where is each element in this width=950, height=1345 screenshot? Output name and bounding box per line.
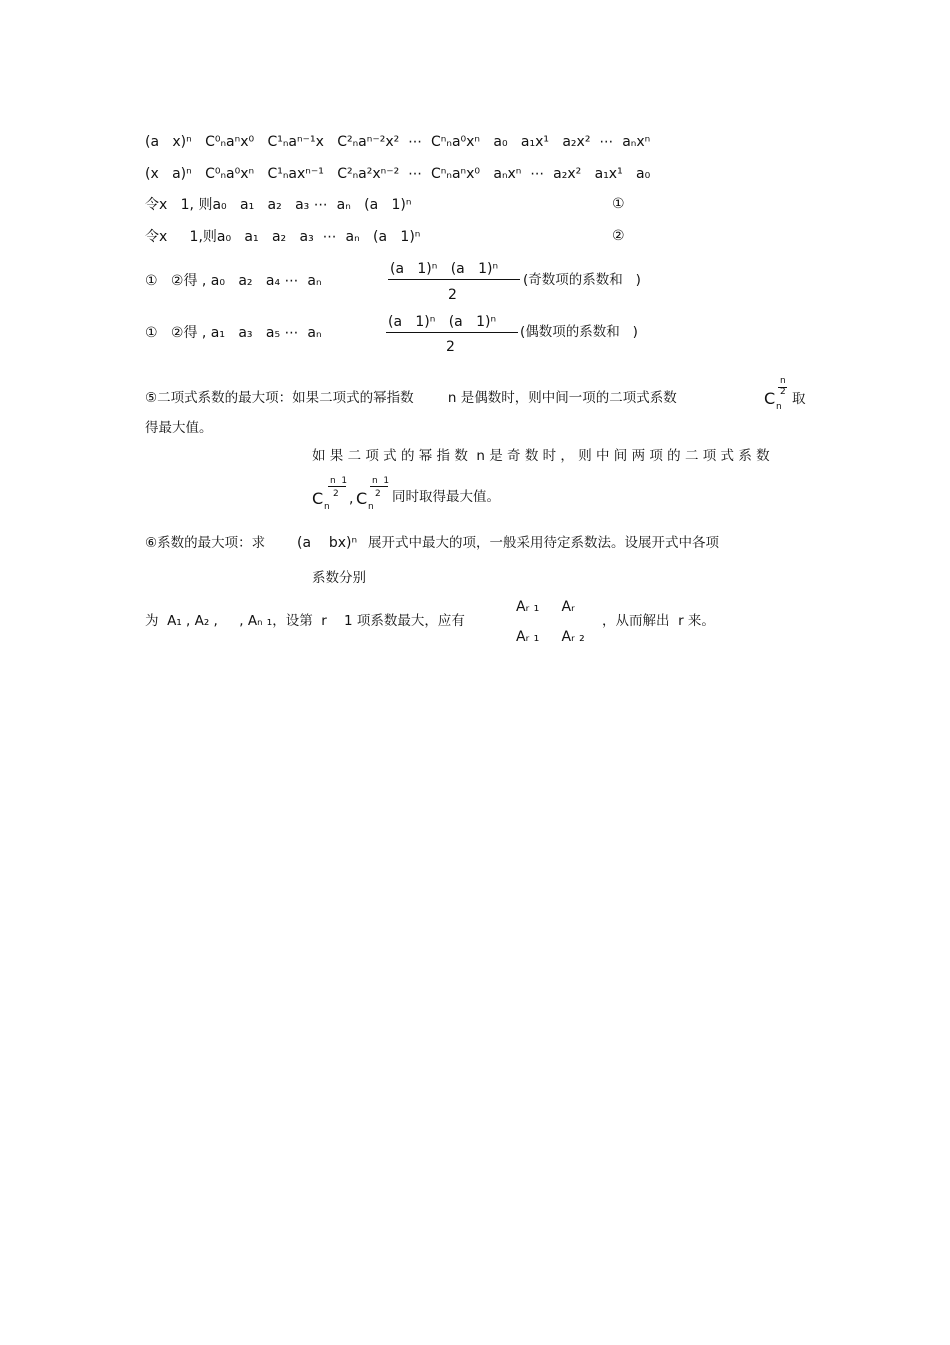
pair-letter-2: C — [356, 489, 368, 508]
section-6-expression: (a bx)ⁿ — [297, 535, 358, 551]
coef-sup-bot: 2 — [780, 387, 786, 397]
formula-line-3: 令x 1, 则a₀ a₁ a₂ a₃ ⋯ aₙ (a 1)ⁿ — [145, 197, 412, 213]
binomial-coefficient-pair — [312, 472, 402, 512]
odd-coefficient-sum-note: (奇数项的系数和 ) — [523, 272, 641, 288]
binomial-coefficient-middle — [764, 374, 794, 410]
coef-letter: C — [764, 389, 776, 408]
section-6-line-3-prefix: 为 A₁ , A₂ , , Aₙ ₁，设第 r 1 项系数最大，应有 — [145, 613, 465, 629]
section-5-line-4: 同时取得最大值。 — [392, 489, 500, 505]
fraction-6-denominator: 2 — [446, 339, 455, 355]
section-6-line-3-suffix: ，从而解出 r 来。 — [602, 613, 715, 629]
formula-line-4: 令x 1,则a₀ a₁ a₂ a₃ ⋯ aₙ (a 1)ⁿ — [145, 229, 421, 245]
pair-letter-1: C — [312, 489, 324, 508]
formula-line-5: ① ②得 , a₀ a₂ a₄ ⋯ aₙ — [145, 273, 322, 289]
formula-line-6: ① ②得 , a₁ a₃ a₅ ⋯ aₙ — [145, 325, 322, 341]
coef-sub: n — [776, 402, 782, 412]
circled-two-mark: ② — [612, 228, 625, 244]
inequality-system-top: Aᵣ ₁ Aᵣ — [516, 599, 575, 615]
fraction-6-bar — [386, 332, 518, 333]
formula-line-1: (a x)ⁿ C⁰ₙaⁿx⁰ C¹ₙaⁿ⁻¹x C²ₙaⁿ⁻²x² ⋯ Cⁿₙa⁰xⁿ a₀ a₁x¹ a₂x² ⋯ aₙxⁿ — [145, 134, 651, 150]
pair-frac-top-1: n 1 — [330, 476, 348, 486]
formula-line-2: (x a)ⁿ C⁰ₙa⁰xⁿ C¹ₙaxⁿ⁻¹ C²ₙa²xⁿ⁻² ⋯ Cⁿₙaⁿx⁰ aₙxⁿ ⋯ a₂x² a₁x¹ a₀ — [145, 166, 651, 182]
pair-sub-2: n — [368, 502, 374, 512]
section-5-line-3: 如 果 二 项 式 的 幂 指 数 n 是 奇 数 时 ， 则 中 间 两 项 的 二 项 式 系 数 — [312, 448, 770, 464]
pair-sub-1: n — [324, 502, 330, 512]
pair-frac-bot-1: 2 — [333, 489, 339, 499]
pair-frac-bot-2: 2 — [375, 489, 381, 499]
take-text: 取 — [792, 391, 806, 407]
fraction-5-denominator: 2 — [448, 287, 457, 303]
pair-frac-top-2: n 1 — [372, 476, 390, 486]
section-5-line-2: 得最大值。 — [145, 420, 213, 436]
fraction-6-numerator: (a 1)ⁿ (a 1)ⁿ — [388, 314, 497, 330]
even-coefficient-sum-note: (偶数项的系数和 ) — [520, 324, 638, 340]
section-5-line-1: ⑤二项式系数的最大项：如果二项式的幂指数 n 是偶数时，则中间一项的二项式系数 — [145, 390, 677, 406]
fraction-5-numerator: (a 1)ⁿ (a 1)ⁿ — [390, 261, 499, 277]
pair-comma: , — [349, 491, 354, 507]
section-6-line-2: 系数分别 — [312, 570, 366, 586]
section-6-line-1-suffix: 展开式中最大的项，一般采用待定系数法。设展开式中各项 — [368, 535, 719, 551]
inequality-system-bottom: Aᵣ ₁ Aᵣ ₂ — [516, 629, 585, 645]
section-6-line-1-prefix: ⑥系数的最大项：求 — [145, 535, 266, 551]
coef-sup-top: n — [780, 376, 786, 386]
fraction-5-bar — [388, 279, 520, 280]
circled-one-mark: ① — [612, 196, 625, 212]
